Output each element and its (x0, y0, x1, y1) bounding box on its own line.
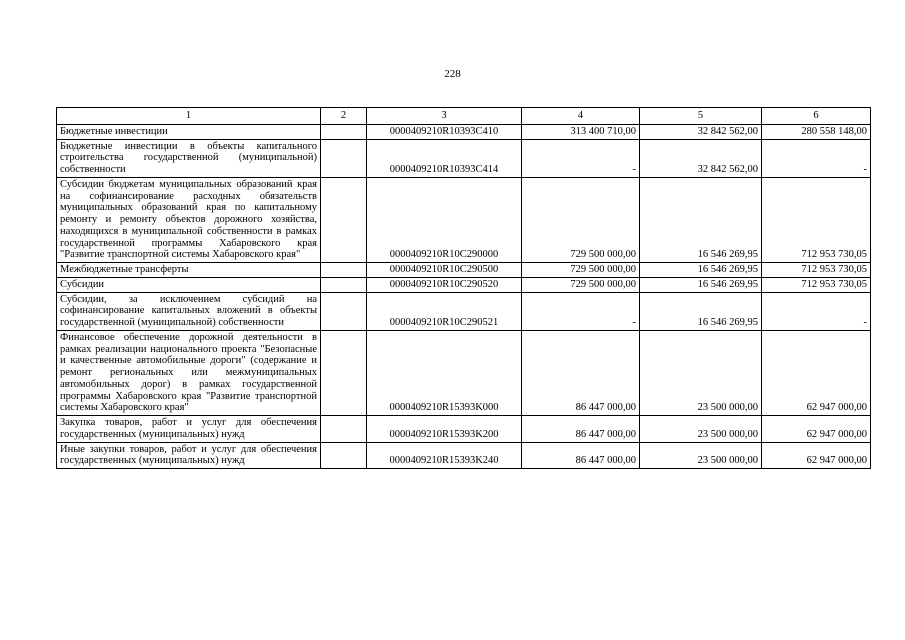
column-header: 4 (522, 108, 640, 125)
amount-cell: 16 546 269,95 (640, 177, 762, 262)
row-code-cell: 0000409210R15393K000 (367, 330, 522, 415)
amount-cell: 86 447 000,00 (522, 442, 640, 469)
table-row (57, 416, 871, 443)
table-row (57, 263, 871, 278)
table-row (57, 139, 871, 177)
table-row (57, 177, 871, 262)
table-row (57, 277, 871, 292)
amount-cell: 62 947 000,00 (762, 416, 871, 443)
row-name-cell: Субсидии, за исключением субсидий на софинансирование капитальных вложений в объекты государственной (муниципальной) собственности (57, 292, 321, 330)
table-row (57, 330, 871, 415)
empty-cell (321, 277, 367, 292)
row-code-cell: 0000409210R15393K200 (367, 416, 522, 443)
amount-cell: 712 953 730,05 (762, 263, 871, 278)
column-header: 6 (762, 108, 871, 125)
amount-cell: - (762, 292, 871, 330)
column-header: 5 (640, 108, 762, 125)
empty-cell (321, 124, 367, 139)
column-header: 2 (321, 108, 367, 125)
row-code-cell: 0000409210R15393K240 (367, 442, 522, 469)
amount-cell: 23 500 000,00 (640, 330, 762, 415)
row-name-cell: Межбюджетные трансферты (57, 263, 321, 278)
empty-cell (321, 442, 367, 469)
row-name-cell: Закупка товаров, работ и услуг для обеспечения государственных (муниципальных) нужд (57, 416, 321, 443)
row-name-cell: Субсидии (57, 277, 321, 292)
empty-cell (321, 292, 367, 330)
amount-cell: - (762, 139, 871, 177)
amount-cell: 729 500 000,00 (522, 263, 640, 278)
row-name-cell: Бюджетные инвестиции в объекты капитального строительства государственной (муниципальной) собственности (57, 139, 321, 177)
column-header: 3 (367, 108, 522, 125)
amount-cell: 23 500 000,00 (640, 442, 762, 469)
row-name-cell: Иные закупки товаров, работ и услуг для обеспечения государственных (муниципальных) нужд (57, 442, 321, 469)
empty-cell (321, 263, 367, 278)
amount-cell: 16 546 269,95 (640, 292, 762, 330)
amount-cell: 16 546 269,95 (640, 277, 762, 292)
amount-cell: 86 447 000,00 (522, 330, 640, 415)
table-row (57, 124, 871, 139)
amount-cell: - (522, 292, 640, 330)
column-header: 1 (57, 108, 321, 125)
table-row (57, 442, 871, 469)
amount-cell: 712 953 730,05 (762, 177, 871, 262)
row-name-cell: Бюджетные инвестиции (57, 124, 321, 139)
empty-cell (321, 416, 367, 443)
header-row (57, 108, 871, 125)
page-number: 228 (444, 68, 461, 80)
row-code-cell: 0000409210R10393C414 (367, 139, 522, 177)
amount-cell: 62 947 000,00 (762, 442, 871, 469)
budget-table (56, 107, 871, 469)
empty-cell (321, 330, 367, 415)
row-code-cell: 0000409210R10C290521 (367, 292, 522, 330)
empty-cell (321, 177, 367, 262)
amount-cell: 712 953 730,05 (762, 277, 871, 292)
amount-cell: 313 400 710,00 (522, 124, 640, 139)
amount-cell: - (522, 139, 640, 177)
amount-cell: 32 842 562,00 (640, 124, 762, 139)
table-row (57, 292, 871, 330)
amount-cell: 280 558 148,00 (762, 124, 871, 139)
row-name-cell: Субсидии бюджетам муниципальных образований края на софинансирование расходных обязательств муниципальных образований края по капитальному ремонту и ремонту объектов дорожного хозяйства, находящихся в муниципальной собственности в рамках государственной программы Хабаровского края "Развитие транспортной системы Хабаровского края" (57, 177, 321, 262)
amount-cell: 729 500 000,00 (522, 177, 640, 262)
amount-cell: 729 500 000,00 (522, 277, 640, 292)
amount-cell: 32 842 562,00 (640, 139, 762, 177)
amount-cell: 16 546 269,95 (640, 263, 762, 278)
row-name-cell: Финансовое обеспечение дорожной деятельности в рамках реализации национального проекта "Безопасные и качественные автомобильные дороги" (содержание и ремонт региональных или межмуниципальных автомобильных дорог) в рамках государственной программы Хабаровского края "Развитие транспортной системы Хабаровского края" (57, 330, 321, 415)
amount-cell: 62 947 000,00 (762, 330, 871, 415)
row-code-cell: 0000409210R10C290500 (367, 263, 522, 278)
row-code-cell: 0000409210R10C290520 (367, 277, 522, 292)
amount-cell: 86 447 000,00 (522, 416, 640, 443)
row-code-cell: 0000409210R10393C410 (367, 124, 522, 139)
amount-cell: 23 500 000,00 (640, 416, 762, 443)
empty-cell (321, 139, 367, 177)
row-code-cell: 0000409210R10C290000 (367, 177, 522, 262)
